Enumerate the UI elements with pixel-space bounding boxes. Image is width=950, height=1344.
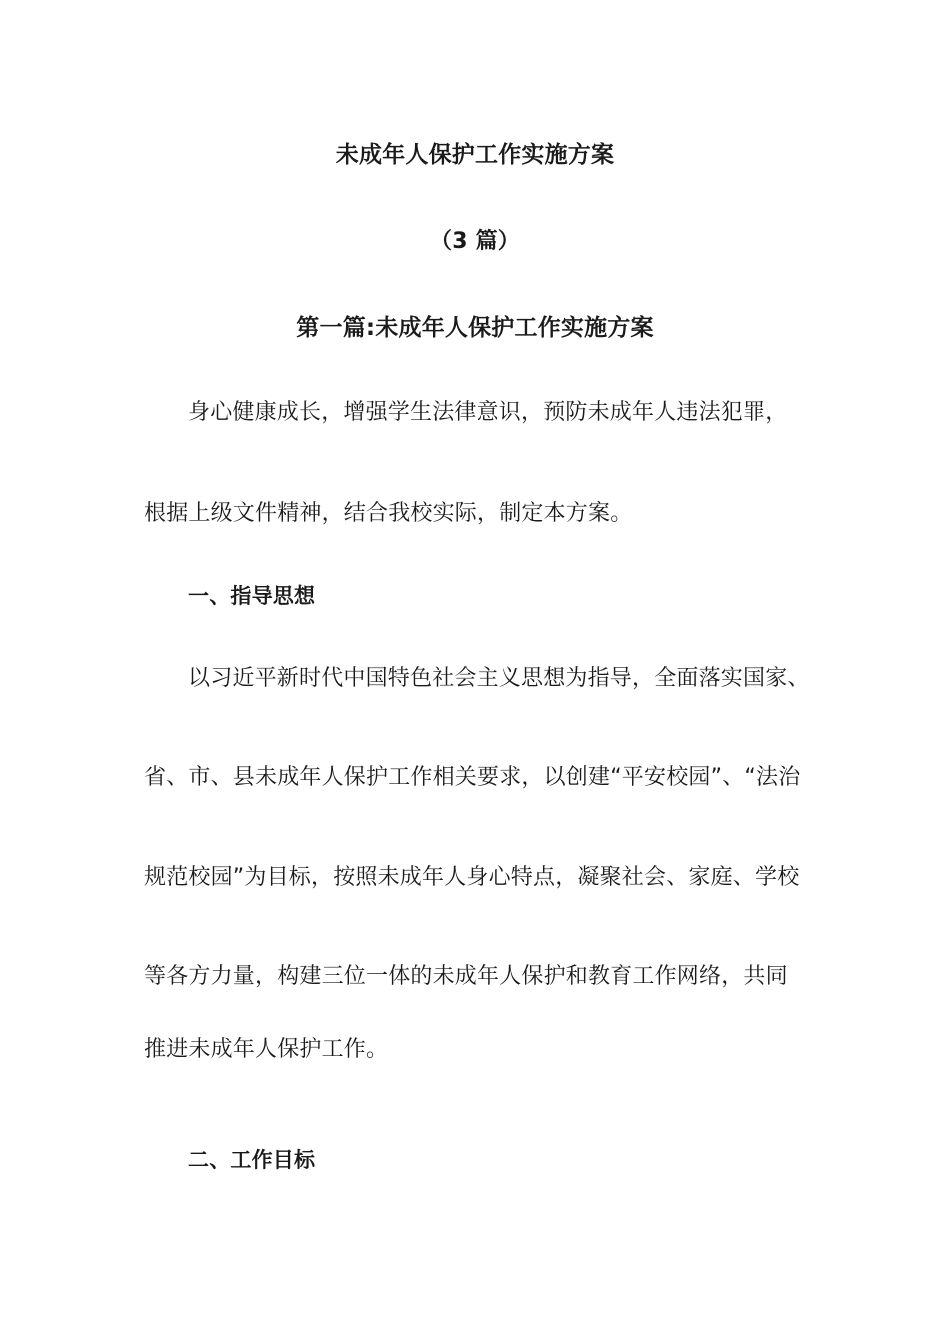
section-heading-guiding-ideology: 一、指导思想: [188, 584, 316, 608]
section-heading-work-goals: 二、工作目标: [188, 1148, 316, 1172]
document-title: 未成年人保护工作实施方案: [335, 142, 615, 168]
section1-line-3: 规范校园”为目标，按照未成年人身心特点，凝聚社会、家庭、学校: [144, 865, 800, 890]
part-one-title: 第一篇:未成年人保护工作实施方案: [296, 315, 654, 341]
section1-line-4: 等各方力量，构建三位一体的未成年人保护和教育工作网络，共同: [144, 964, 788, 989]
section1-line-5: 推进未成年人保护工作。: [144, 1037, 389, 1062]
intro-line-1: 身心健康成长，增强学生法律意识，预防未成年人违法犯罪，: [188, 400, 788, 425]
intro-line-2: 根据上级文件精神，结合我校实际，制定本方案。: [144, 501, 633, 526]
document-subtitle: （3 篇）: [430, 229, 520, 254]
section1-line-1: 以习近平新时代中国特色社会主义思想为指导，全面落实国家、: [188, 666, 810, 691]
section1-line-2: 省、市、县未成年人保护工作相关要求，以创建“平安校园”、“法治: [144, 765, 801, 790]
